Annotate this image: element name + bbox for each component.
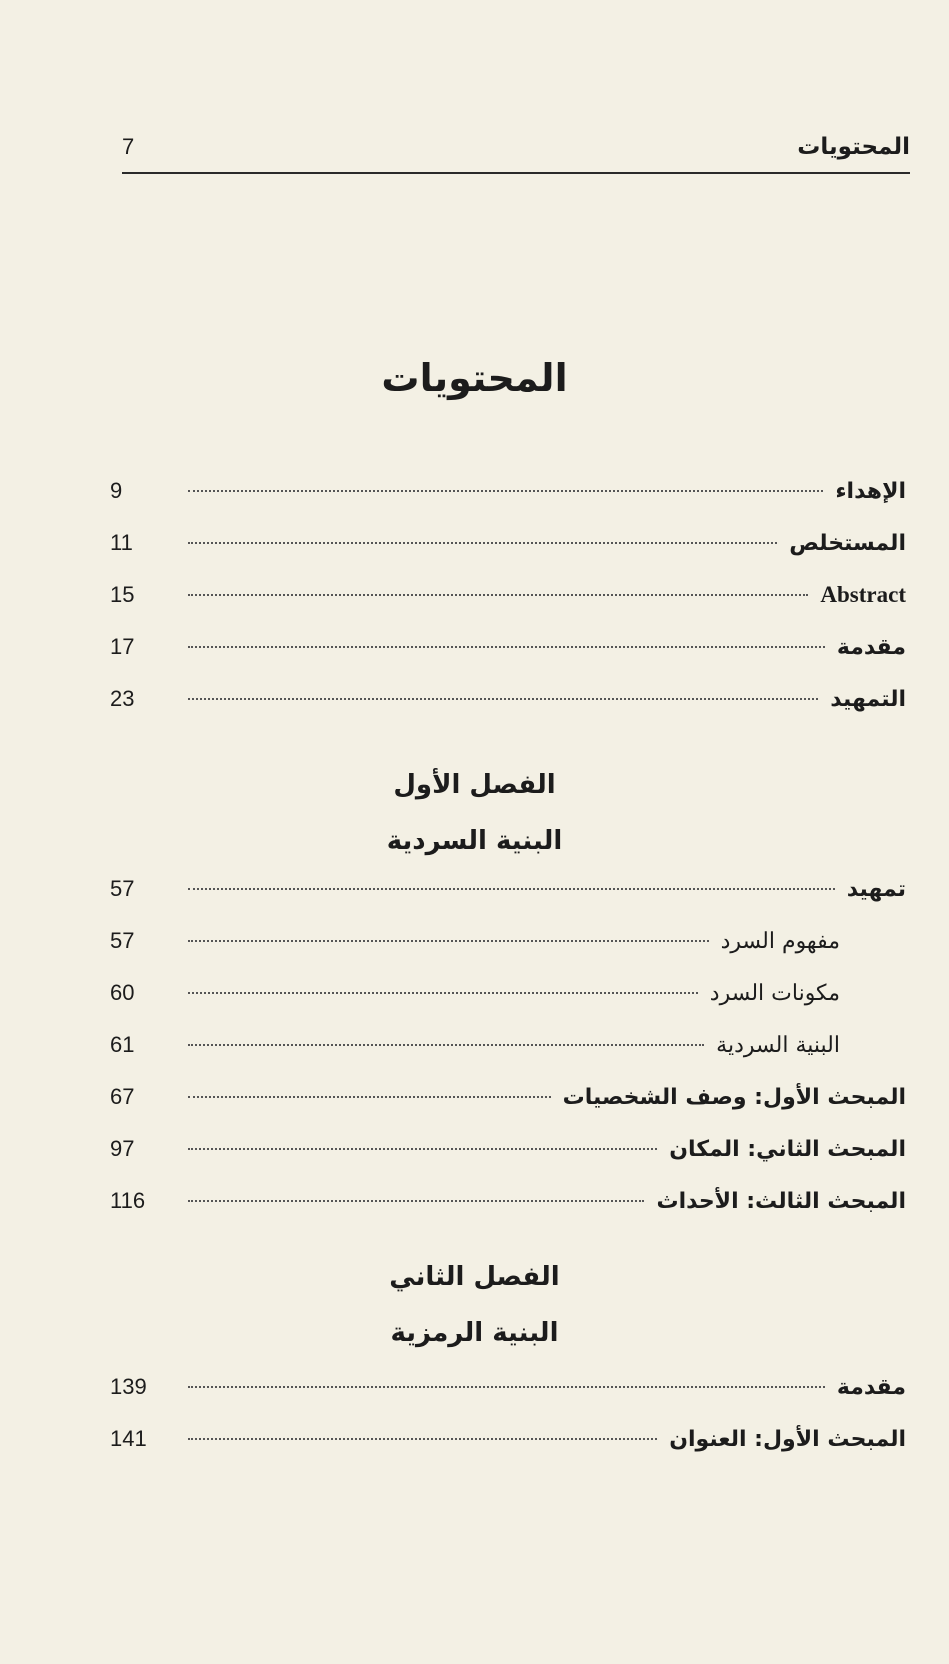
- toc-entry-page: 141: [110, 1426, 147, 1451]
- toc-leader-dots: [188, 1200, 644, 1202]
- toc-entry-page: 15: [110, 582, 135, 607]
- toc-entry-page: 60: [110, 980, 135, 1005]
- toc-entry-page: 11: [110, 530, 133, 555]
- toc-entry: [110, 1136, 906, 1172]
- toc-entry-label: تمهيد: [846, 877, 906, 902]
- toc-entry-label: المبحث الثالث: الأحداث: [656, 1189, 906, 1214]
- toc-leader-dots: [188, 698, 818, 700]
- chapter-2-title: الفصل الثاني: [389, 1262, 560, 1292]
- toc-entry-page: 61: [110, 1032, 135, 1057]
- toc-entry-page: 97: [110, 1136, 135, 1161]
- toc-leader-dots: [188, 646, 825, 648]
- toc-entry-label: مكونات السرد: [709, 981, 840, 1006]
- toc-entry-page: 57: [110, 928, 135, 953]
- toc-entry: [110, 1084, 906, 1120]
- toc-entry: [110, 634, 906, 670]
- toc-entry-page: 116: [110, 1188, 146, 1213]
- chapter-1-title: الفصل الأول: [393, 770, 556, 800]
- toc-entry: [110, 478, 906, 514]
- running-header: [122, 128, 910, 174]
- toc-entry-page: 9: [110, 478, 123, 503]
- toc-leader-dots: [188, 1386, 825, 1388]
- toc-entry-label: المبحث الأول: وصف الشخصيات: [562, 1085, 906, 1110]
- toc-entry-label: Abstract: [820, 582, 906, 607]
- running-header-page-number: 7: [122, 134, 135, 159]
- toc-entry-page: 17: [110, 634, 135, 659]
- toc-entry: [110, 530, 906, 566]
- toc-leader-dots: [188, 888, 835, 890]
- toc-entry-page: 57: [110, 876, 135, 901]
- toc-entry-label: التمهيد: [830, 687, 906, 712]
- toc-entry: [110, 582, 906, 618]
- chapter-2-subtitle: البنية الرمزية: [390, 1318, 559, 1348]
- toc-leader-dots: [188, 1044, 704, 1046]
- toc-leader-dots: [188, 542, 777, 544]
- toc-entry-label: المستخلص: [789, 531, 906, 556]
- toc-leader-dots: [188, 992, 698, 994]
- toc-entry-page: 139: [110, 1374, 147, 1399]
- toc-entry-label: البنية السردية: [716, 1033, 840, 1058]
- running-header-title: المحتويات: [797, 134, 910, 160]
- toc-leader-dots: [188, 940, 709, 942]
- toc-leader-dots: [188, 1096, 551, 1098]
- toc-entry: [110, 876, 906, 912]
- chapter-1-subtitle: البنية السردية: [386, 826, 563, 856]
- toc-subentry: [110, 980, 840, 1016]
- toc-entry-label: مفهوم السرد: [720, 929, 840, 954]
- toc-entry-label: الإهداء: [835, 479, 906, 504]
- toc-entry: [110, 1188, 906, 1224]
- toc-entry: [110, 686, 906, 722]
- toc-entry-label: المبحث الثاني: المكان: [669, 1137, 906, 1162]
- toc-leader-dots: [188, 490, 823, 492]
- toc-entry-label: مقدمة: [836, 1375, 906, 1400]
- toc-entry-label: مقدمة: [836, 635, 906, 660]
- page-title: المحتويات: [381, 356, 568, 400]
- toc-leader-dots: [188, 1438, 657, 1440]
- toc-subentry: [110, 928, 840, 964]
- toc-entry: [110, 1374, 906, 1410]
- toc-entry-label: المبحث الأول: العنوان: [669, 1427, 906, 1452]
- toc-entry-page: 23: [110, 686, 135, 711]
- toc-leader-dots: [188, 1148, 657, 1150]
- toc-leader-dots: [188, 594, 808, 596]
- toc-entry-page: 67: [110, 1084, 135, 1109]
- toc-subentry: [110, 1032, 840, 1068]
- toc-entry: [110, 1426, 906, 1462]
